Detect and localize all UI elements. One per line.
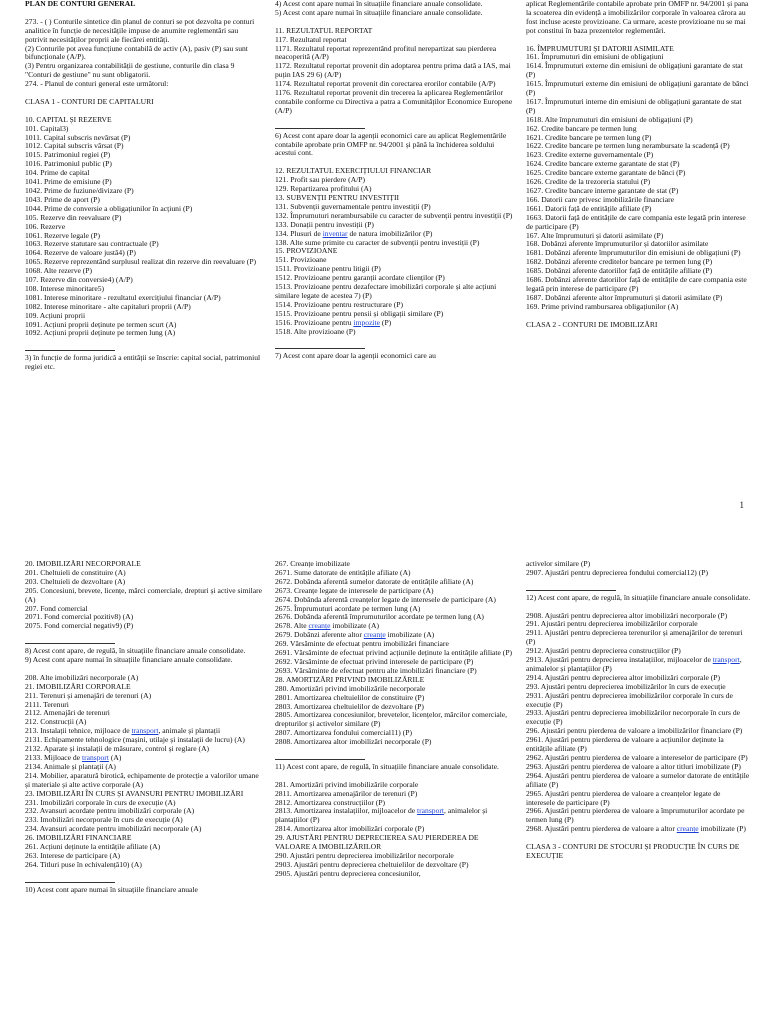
text-line: 1681. Dobânzi aferente împrumuturilor din emisiuni de obligațiuni (P) <box>526 248 741 258</box>
text-line: 104. Prime de capital <box>25 168 90 178</box>
text-line: 2968. Ajustări pentru pierderea de valoare a altor creanțe imobilizate (P) <box>526 824 746 834</box>
text-line: 167. Alte împrumuturi și datorii asimilate (P) <box>526 230 664 240</box>
text-line: 1623. Credite externe guvernamentale (P) <box>526 150 654 160</box>
text-line: CLASA 1 - CONTURI DE CAPITALURI <box>25 96 154 106</box>
text-line: 1516. Provizioane pentru impozite (P) <box>275 317 392 327</box>
text-line: 2911. Ajustări pentru deprecierea terenurilor și amenajărilor de terenuri (P) <box>526 628 743 647</box>
text-line: 133. Donații pentru investiții (P) <box>275 219 374 229</box>
text-line: PLAN DE CONTURI GENERAL <box>25 0 136 8</box>
text-line: 1626. Credite de la trezoreria statului (P) <box>526 177 651 187</box>
text-line: 2134. Animale și plantații (A) <box>25 761 116 771</box>
inline-link[interactable]: creanțe <box>676 824 699 834</box>
blank-line <box>275 747 515 756</box>
text-line: 2808. Amortizarea altor imobilizări necorporale (P) <box>275 737 432 747</box>
inline-link[interactable]: creanțe <box>363 630 386 640</box>
text-line: 293. Ajustări pentru deprecierea imobilizărilor în curs de execuție <box>526 681 726 691</box>
text-line: 291. Ajustări pentru deprecierea imobilizărilor corporale <box>526 619 698 629</box>
text-line: 9) Acest cont apare numai în situațiile financiare anuale consolidate. <box>25 655 233 665</box>
text-line: 2132. Aparate și instalații de măsurare, control și reglare (A) <box>25 744 210 754</box>
text-line: 13. SUBVENȚII PENTRU INVESTIȚII <box>275 192 400 202</box>
text-line: 1016. Patrimoniul public (P) <box>25 159 112 169</box>
text-line: 263. Interese de participare (A) <box>25 850 121 860</box>
text-line: 207. Fond comercial <box>25 603 88 613</box>
text-line: 1041. Prime de emisiune (P) <box>25 177 112 187</box>
text-line: 2905. Ajustări pentru deprecierea concesiunilor, <box>275 868 421 878</box>
text-line: 1682. Dobânzi aferente creditelor bancare pe termen lung (P) <box>526 257 713 267</box>
text-line: 1618. Alte împrumuturi din emisiuni de obligațiuni (P) <box>526 114 693 124</box>
text-line: 296. Ajustări pentru pierderea de valoare a imobilizărilor financiare (P) <box>526 726 743 736</box>
text-line: 1617. Împrumuturi interne din emisiuni de obligațiuni garantate de stat (P) <box>526 96 742 115</box>
text-line: 1172. Rezultatul reportat provenit din adoptarea pentru prima dată a IAS, mai puțin IAS 29 6) (A/P) <box>275 61 511 80</box>
text-line: 212. Construcții (A) <box>25 717 87 727</box>
text-line: 2676. Dobânda aferentă împrumuturilor acordate pe termen lung (A) <box>275 612 484 622</box>
text-line: 2693. Vărsăminte de efectuat pentru alte imobilizări financiare (P) <box>275 665 477 675</box>
text-line: 1512. Provizioane pentru garanții acordate clienților (P) <box>275 273 445 283</box>
text-line: 1614. Împrumuturi externe din emisiuni de obligațiuni garantate de stat (P) <box>526 61 743 80</box>
text-line: 1043. Prime de aport (P) <box>25 194 100 204</box>
text-line: 261. Acțiuni deținute la entitățile afiliate (A) <box>25 842 161 852</box>
text-line: 8) Acest cont apare, de regulă, în situațiile financiare anuale consolidate. <box>25 646 246 656</box>
text-line: 2908. Ajustări pentru deprecierea altor imobilizări necorporale (P) <box>526 610 728 620</box>
text-line: 1065. Rezerve reprezentând surplusul realizat din rezerve din reevaluare (P) <box>25 257 257 267</box>
text-line: 168. Dobânzi aferente împrumuturilor și datoriilor asimilate <box>526 239 709 249</box>
text-line: 269. Vărsăminte de efectuat pentru imobilizări financiare <box>275 639 449 649</box>
text-line: 1012. Capital subscris vărsat (P) <box>25 141 124 151</box>
text-line: 2675. Împrumuturi acordate pe termen lung (A) <box>275 603 421 613</box>
text-line: 132. Împrumuturi nerambursabile cu caracter de subvenții pentru investiții (P) <box>275 210 513 220</box>
text-line: 2931. Ajustări pentru deprecierea imobilizărilor corporale în curs de execuție (P) <box>526 690 733 709</box>
text-line: 4) Acest cont apare numai în situațiile financiare anuale consolidate. <box>275 0 483 8</box>
text-line: 107. Rezerve din conversie4) (A/P) <box>25 275 133 285</box>
text-line: 1514. Provizioane pentru restructurare (P) <box>275 299 403 309</box>
text-line: 2691. Vărsăminte de efectuat privind acțiunile deținute la entitățile afiliate (P) <box>275 648 513 658</box>
text-line: 2907. Ajustări pentru deprecierea fondului comercial12) (P) <box>526 567 708 577</box>
text-line: 1511. Provizioane pentru litigii (P) <box>275 264 381 274</box>
document-page-2 <box>0 560 768 1024</box>
page1-column-1 <box>25 0 262 372</box>
inline-link[interactable]: transport <box>131 726 159 736</box>
text-line: 2814. Amortizarea altor imobilizări corporale (P) <box>275 824 425 834</box>
text-line: 203. Cheltuieli de dezvoltare (A) <box>25 576 126 586</box>
text-line: 12) Acest cont apare, de regulă, în situațiile financiare anuale consolidate. <box>526 592 751 602</box>
text-line: 205. Concesiuni, brevete, licențe, mărci comerciale, drepturi și active similare (A) <box>25 585 263 604</box>
text-line: 2673. Creanțe legate de interesele de participare (A) <box>275 585 434 595</box>
blank-line <box>275 336 515 345</box>
text-line: 2962. Ajustări pentru pierderea de valoare a intereselor de participare (P) <box>526 753 748 762</box>
inline-link[interactable]: creanțe <box>308 621 331 631</box>
text-line: 1624. Credite bancare externe garantate de stat (P) <box>526 159 680 169</box>
text-line: 3) în funcție de forma juridică a entității se înscrie: capital social, patrimoniul regiei etc. <box>25 353 261 372</box>
text-line: 105. Rezerve din reevaluare (P) <box>25 212 122 222</box>
text-line: 2133. Mijloace de transport (A) <box>25 753 122 762</box>
text-line: 2131. Echipamente tehnologice (mașini, utilaje și instalații de lucru) (A) <box>25 735 245 745</box>
text-line: 2075. Fond comercial negativ9) (P) <box>25 621 134 631</box>
text-line: 2812. Amortizarea construcțiilor (P) <box>275 797 386 807</box>
text-line: 2807. Amortizarea fondului comercial11) (P) <box>275 728 412 738</box>
inline-link[interactable]: transport <box>712 655 740 665</box>
text-line: 280. Amortizări privind imobilizările necorporale <box>275 683 426 693</box>
text-line: 232. Avansuri acordate pentru imobilizări corporale (A) <box>25 806 195 816</box>
text-line: 29. AJUSTĂRI PENTRU DEPRECIEREA SAU PIERDEREA DE VALOARE A IMOBILIZĂRILOR <box>275 833 479 852</box>
text-line: 2964. Ajustări pentru pierderea de valoare a sumelor datorate de entitățile afiliate (P) <box>526 770 750 789</box>
page1-column-2 <box>275 0 515 361</box>
text-line: 2903. Ajustări pentru deprecierea cheltuielilor de dezvoltare (P) <box>275 859 469 869</box>
text-line: 2966. Ajustări pentru pierderea de valoare a împrumuturilor acordate pe termen lung (P) <box>526 806 745 825</box>
text-line: (2) Conturile pot avea funcțiune contabilă de activ (A), pasiv (P) sau sunt bifuncționale (A/P). <box>25 43 248 62</box>
text-line: 208. Alte imobilizări necorporale (A) <box>25 672 139 682</box>
text-line: 2805. Amortizarea concesiunilor, brevetelor, licențelor, mărcilor comerciale, drepturilor și activelor similare (P) <box>275 710 508 729</box>
text-line: 1621. Credite bancare pe termen lung (P) <box>526 132 652 142</box>
text-line: 2692. Vărsăminte de efectuat privind interesele de participare (P) <box>275 656 474 666</box>
text-line: 162. Credite bancare pe termen lung <box>526 123 637 133</box>
inline-link[interactable]: impozite <box>353 317 381 327</box>
text-line: 109. Acțiuni proprii <box>25 310 86 320</box>
text-line: 166. Datorii care privesc imobilizările financiare <box>526 194 675 204</box>
page2-column-3 <box>526 560 751 861</box>
text-line: 7) Acest cont apare doar la agenții economici care au <box>275 351 436 361</box>
text-line: 211. Terenuri și amenajări de terenuri (A) <box>25 690 152 700</box>
text-line: 1515. Provizioane pentru pensii și obligații similare (P) <box>275 308 444 318</box>
text-line: 1661. Datorii față de entitățile afiliate (P) <box>526 203 652 213</box>
text-line: 1625. Credite bancare externe garantate de bănci (P) <box>526 168 686 178</box>
text-line: aplicat Reglementările contabile aprobate prin OMFP nr. 94/2001 și pana la scoaterea din evidență a imobilizărilor corporale în valoarea cărora au fost incluse aceste provizioane. Ca urmare, aceste provizioane nu se mai pot constitui în baza prezentelor reglementări. <box>526 0 749 35</box>
blank-line <box>25 631 262 640</box>
text-line: 1685. Dobânzi aferente datoriilor față de entitățile afiliate (P) <box>526 266 713 276</box>
text-line: 2961. Ajustări pentru pierderea de valoare a acțiunilor deținute la entitățile afiliate (P) <box>526 735 724 754</box>
text-line: 1171. Rezultatul reportat reprezentând profitul nerepartizat sau pierderea neacoperită (A/P) <box>275 43 497 62</box>
text-line: 233. Imobilizări necorporale în curs de execuție (A) <box>25 815 183 825</box>
text-line: 11) Acest cont apare, de regulă, în situațiile financiare anuale consolidate. <box>275 761 499 771</box>
inline-link[interactable]: inventar <box>322 228 348 238</box>
text-line: 2674. Dobânda aferentă creanțelor legate de interesele de participare (A) <box>275 594 496 604</box>
blank-line <box>526 578 751 587</box>
text-line: 273. - ( ) Conturile sintetice din planul de conturi se pot dezvolta pe conturi analitice în funcție de necesitățile impuse de anumite reglementări sau potrivit necesităților proprii ale fiecărei entități. <box>25 16 255 44</box>
page2-column-2 <box>275 560 515 879</box>
text-line: 10. CAPITAL ȘI REZERVE <box>25 114 112 124</box>
text-line: 213. Instalații tehnice, mijloace de transport, animale și plantații <box>25 726 221 736</box>
text-line: 1091. Acțiuni proprii deținute pe termen scurt (A) <box>25 319 177 329</box>
text-line: 138. Alte sume primite cu caracter de subvenții pentru investiții (P) <box>275 237 480 247</box>
text-line: 106. Rezerve <box>25 221 66 231</box>
text-line: CLASA 3 - CONTURI DE STOCURI ȘI PRODUCȚIE ÎN CURS DE EXECUȚIE <box>526 842 740 860</box>
page-number: 1 <box>739 500 744 510</box>
text-line: 108. Interese minoritare5) <box>25 283 105 293</box>
text-line: 2811. Amortizarea amenajărilor de terenuri (P) <box>275 788 418 798</box>
text-line: CLASA 2 - CONTURI DE IMOBILIZĂRI <box>526 319 658 329</box>
text-line: 121. Profit sau pierdere (A/P) <box>275 175 366 185</box>
text-line: 2672. Dobânda aferentă sumelor datorate de entitățile afiliate (A) <box>275 576 474 586</box>
blank-line <box>25 338 262 347</box>
text-line: 161. Împrumuturi din emisiuni de obligațiuni <box>526 52 664 62</box>
text-line: 129. Repartizarea profitului (A) <box>275 184 372 194</box>
text-line: 2111. Terenuri <box>25 699 69 709</box>
text-line: 1044. Prime de conversie a obligațiunilor în acțiuni (P) <box>25 203 193 213</box>
text-line: 2801. Amortizarea cheltuielilor de constituire (P) <box>275 692 425 702</box>
text-line: 117. Rezultatul reportat <box>275 34 347 44</box>
text-line: 1174. Rezultatul reportat provenit din corectarea erorilor contabile (A/P) <box>275 79 496 89</box>
text-line: 23. IMOBILIZĂRI ÎN CURS ȘI AVANSURI PENTRU IMOBILIZĂRI <box>25 788 244 798</box>
text-line: 2813. Amortizarea instalațiilor, mijloacelor de transport, animalelor și plantațiilor (P) <box>275 806 488 825</box>
page2-column-1 <box>25 560 262 895</box>
text-line: 131. Subvenții guvernamentale pentru investiții (P) <box>275 201 431 211</box>
text-line: 234. Avansuri acordate pentru imobilizări necorporale (A) <box>25 824 202 834</box>
text-line: 2112. Amenajări de terenuri <box>25 708 110 718</box>
text-line: 2963. Ajustări pentru pierderea de valoare a altor titluri imobilizate (P) <box>526 761 741 771</box>
text-line: 1627. Credite bancare interne garantate de stat (P) <box>526 186 679 196</box>
text-line: 274. - Planul de conturi general este următorul: <box>25 79 169 89</box>
blank-line <box>275 116 515 125</box>
text-line: 1663. Datorii față de entitățile de care compania este legată prin interese de participare (P) <box>526 212 746 231</box>
text-line: 26. IMOBILIZĂRI FINANCIARE <box>25 833 132 843</box>
text-line: 1513. Provizioane pentru dezafectare imobilizări corporale și alte acțiuni similare legate de acestea 7) (P) <box>275 282 497 300</box>
text-line: 21. IMOBILIZĂRI CORPORALE <box>25 681 131 691</box>
text-line: 169. Prime privind rambursarea obligațiunilor (A) <box>526 301 679 311</box>
text-line: 1622. Credite bancare pe termen lung nerambursate la scadență (P) <box>526 141 730 151</box>
text-line: 1615. Împrumuturi externe din emisiuni de obligațiuni garantate de bănci (P) <box>526 79 749 98</box>
text-line: 231. Imobilizări corporale în curs de execuție (A) <box>25 797 176 807</box>
text-line: 267. Creanțe imobilizate <box>275 560 350 568</box>
text-line: 214. Mobilier, aparatură birotică, echipamente de protecție a valorilor umane și materiale și alte active corporale (A) <box>25 770 259 789</box>
page1-column-3 <box>526 0 751 330</box>
text-line: 16. ÎMPRUMUTURI ȘI DATORII ASIMILATE <box>526 43 674 53</box>
page-separator <box>0 530 768 560</box>
text-line: 2679. Dobânzi aferente altor creanțe imobilizate (A) <box>275 630 435 640</box>
text-line: 2678. Alte creanțe imobilizate (A) <box>275 621 379 631</box>
text-line: 1063. Rezerve statutare sau contractuale (P) <box>25 239 159 249</box>
text-line: 2803. Amortizarea cheltuielilor de dezvoltare (P) <box>275 701 424 711</box>
text-line: 151. Provizioane <box>275 255 327 265</box>
text-line: 201. Cheltuieli de constituire (A) <box>25 567 126 577</box>
text-line: 134. Plusuri de inventar de natura imobilizărilor (P) <box>275 228 433 238</box>
text-line: 1015. Patrimoniul regiei (P) <box>25 150 111 160</box>
text-line: 12. REZULTATUL EXERCIȚIULUI FINANCIAR <box>275 166 432 176</box>
text-line: 2912. Ajustări pentru deprecierea construcțiilor (P) <box>526 646 681 656</box>
text-line: 1061. Rezerve legale (P) <box>25 230 101 240</box>
text-line: 11. REZULTATUL REPORTAT <box>275 25 373 35</box>
text-line: 1518. Alte provizioane (P) <box>275 326 356 336</box>
text-line: 2913. Ajustări pentru deprecierea instalațiilor, mijloacelor de transport, animalelor și plantațiilor (P) <box>526 655 742 673</box>
text-line: activelor similare (P) <box>526 560 591 568</box>
text-line: 5) Acest cont apare numai în situațiile financiare anuale consolidate. <box>275 7 483 17</box>
text-line: 2071. Fond comercial pozitiv8) (A) <box>25 612 134 622</box>
text-line: 101. Capital3) <box>25 123 69 133</box>
text-line: 290. Ajustări pentru deprecierea imobilizărilor necorporale <box>275 850 454 860</box>
text-line: 264. Titluri puse în echivalență10) (A) <box>25 859 142 869</box>
text-line: 1687. Dobânzi aferente altor împrumuturi și datorii asimilate (P) <box>526 292 723 302</box>
text-line: (3) Pentru organizarea contabilității de gestiune, conturile din clasa 9 "Conturi de gestiune" nu sunt obligatorii. <box>25 61 235 80</box>
inline-link[interactable]: transport <box>417 806 445 816</box>
text-line: 1042. Prime de fuziune/divizare (P) <box>25 185 134 195</box>
blank-line <box>25 870 262 879</box>
inline-link[interactable]: transport <box>81 753 109 762</box>
text-line: 1081. Interese minoritare - rezultatul exercițiului financiar (A/P) <box>25 292 221 302</box>
text-line: 10) Acest cont apare numai în situațiile financiare anuale <box>25 884 198 894</box>
text-line: 1011. Capital subscris nevărsat (P) <box>25 132 131 142</box>
text-line: 28. AMORTIZĂRI PRIVIND IMOBILIZĂRILE <box>275 674 425 684</box>
text-line: 1068. Alte rezerve (P) <box>25 266 93 276</box>
text-line: 2914. Ajustări pentru deprecierea altor imobilizări corporale (P) <box>526 672 720 682</box>
text-line: 2671. Sume datorate de entitățile afiliate (A) <box>275 567 411 577</box>
text-line: 281. Amortizări privind imobilizările corporale <box>275 779 419 789</box>
text-line: 1064. Rezerve de valoare justă4) (P) <box>25 248 136 258</box>
text-line: 1082. Interese minoritare - alte capitaluri proprii (A/P) <box>25 301 191 311</box>
text-line: 1686. Dobânzi aferente datoriilor față de entitățile de care compania este legată prin interese de participare (P) <box>526 275 747 293</box>
text-line: 1092. Acțiuni proprii deținute pe termen lung (A) <box>25 328 176 338</box>
text-line: 20. IMOBILIZĂRI NECORPORALE <box>25 560 141 568</box>
text-line: 2965. Ajustări pentru pierderea de valoare a creanțelor legate de interesele de participare (P) <box>526 788 721 807</box>
text-line: 15. PROVIZIOANE <box>275 246 338 256</box>
text-line: 6) Acest cont apare doar la agenții economici care au aplicat Reglementările contabile aprobate prin OMFP nr. 94/2001 și până la închiderea soldului acestui cont. <box>275 130 507 158</box>
text-line: 2933. Ajustări pentru deprecierea imobilizărilor necorporale în curs de execuție (P) <box>526 708 741 727</box>
text-line: 1176. Rezultatul reportat provenit din trecerea la aplicarea Reglementărilor contabile conforme cu Directiva a patra a Comunităților Economice Europene (A/P) <box>275 88 513 115</box>
